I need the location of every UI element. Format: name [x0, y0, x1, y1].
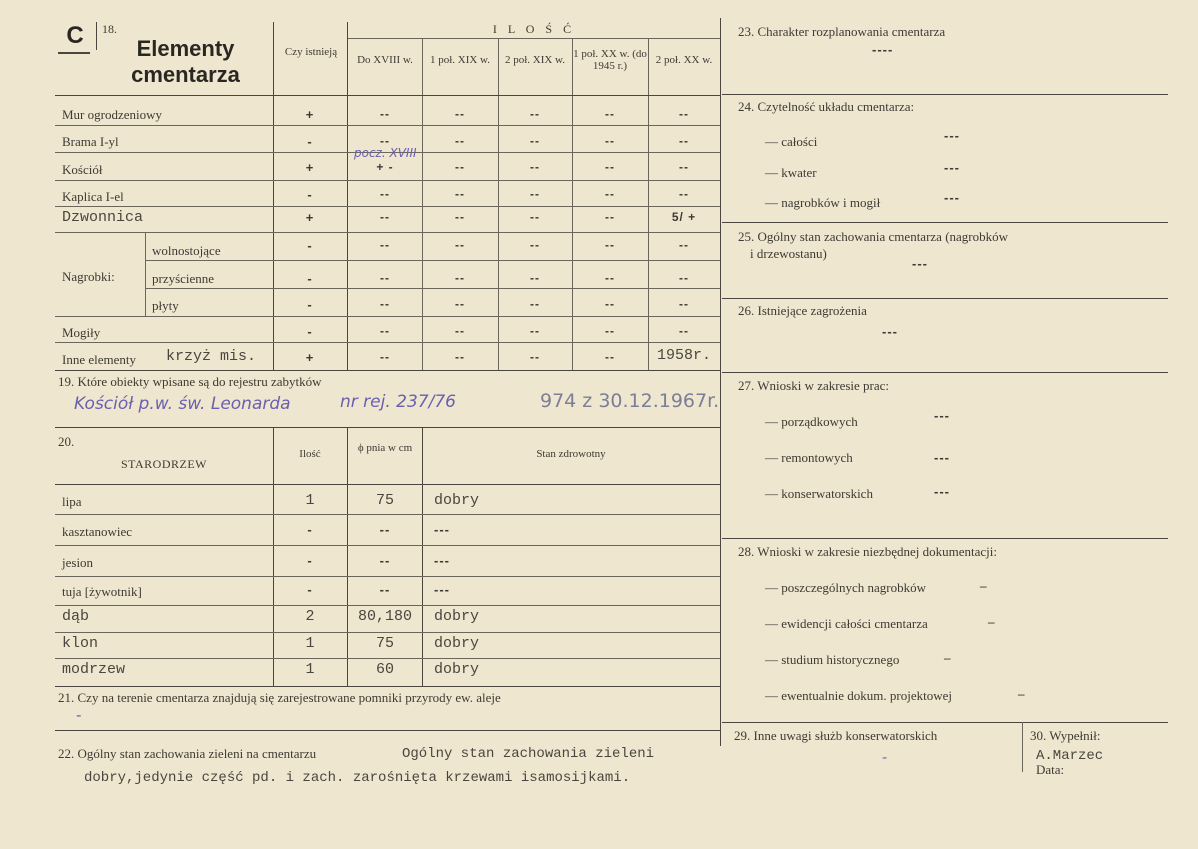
period-cell: -- [679, 324, 689, 338]
tree-name: jesion [62, 555, 94, 570]
exists-cell: - [307, 271, 313, 286]
section-23-value: ---- [872, 42, 894, 57]
period-cell: -- [455, 160, 465, 174]
tree-name: tuja [żywotnik] [62, 584, 142, 599]
section-28-item-2: — ewidencji całości cmentarza [765, 616, 928, 631]
period-cell: -- [530, 350, 540, 364]
section-27-label: 27. Wnioski w zakresie prac: [738, 378, 890, 393]
tree-health: dobry [434, 608, 480, 625]
tree-health: dobry [434, 492, 480, 509]
period-cell: -- [605, 297, 615, 311]
tree-diameter: 75 [375, 492, 394, 509]
section-24-item-1: — całości [765, 134, 818, 149]
section-21-label: 21. Czy na terenie cmentarza znajdują się zarejestrowane pomniki przyrody ew. aleje [58, 690, 501, 705]
period-header-5: 2 poł. XX w. [655, 54, 713, 66]
tree-diameter: -- [379, 582, 391, 597]
section-23-label: 23. Charakter rozplanowania cmentarza [738, 24, 946, 39]
section-25-label-line2: i drzewostanu) [750, 246, 827, 261]
section-27-value-2: --- [934, 450, 950, 465]
period-cell: -- [679, 160, 689, 174]
section-25-value: --- [912, 256, 928, 271]
tree-diameter: 75 [375, 635, 394, 652]
nagrobki-label: Nagrobki: [62, 269, 115, 284]
row-label-chapel: Kaplica I-el [62, 189, 124, 204]
period-cell: -- [605, 210, 615, 224]
period-cell: -- [380, 297, 390, 311]
period-cell: -- [530, 160, 540, 174]
section-21-value: - [76, 706, 82, 724]
exists-cell: - [307, 324, 313, 339]
period-cell: -- [380, 210, 390, 224]
section-30-date-label: Data: [1036, 762, 1065, 777]
section-29-value: - [882, 750, 888, 766]
period-cell: -- [455, 297, 465, 311]
exists-cell: - [307, 238, 313, 253]
period-cell: -- [530, 210, 540, 224]
tree-qty: 2 [305, 608, 315, 625]
exists-cell: + [305, 350, 315, 365]
period-cell: -- [455, 324, 465, 338]
section-27-item-2: — remontowych [765, 450, 853, 465]
section-20-number: 20. [58, 434, 75, 449]
section-28-item-1: — poszczególnych nagrobków [765, 580, 927, 595]
period-cell: -- [605, 324, 615, 338]
period-cell: -- [605, 160, 615, 174]
church-date-note: pocz. XVIII [354, 146, 417, 160]
section-26-value: --- [882, 324, 898, 339]
row-label-wall-mounted: przyścienne [152, 271, 215, 286]
exists-cell: - [307, 134, 313, 149]
period-cell: -- [380, 134, 390, 148]
period-cell: -- [530, 297, 540, 311]
section-27-item-1: — porządkowych [765, 414, 858, 429]
section-28-label: 28. Wnioski w zakresie niezbędnej dokumentacji: [738, 544, 997, 559]
period-cell: -- [455, 107, 465, 121]
period-cell: -- [530, 187, 540, 201]
tree-qty: 1 [305, 661, 315, 678]
section-22-text-line1: Ogólny stan zachowania zieleni [402, 746, 655, 762]
period-cell: -- [380, 324, 390, 338]
period-header-1: Do XVIII w. [357, 54, 413, 66]
exists-header: Czy istnieją [284, 46, 338, 58]
section-28-value-4: – [1018, 686, 1025, 701]
period-cell: -- [679, 134, 689, 148]
period-cell: -- [455, 350, 465, 364]
tree-health: --- [434, 522, 450, 537]
period-cell: -- [679, 238, 689, 252]
section-29-label: 29. Inne uwagi służb konserwatorskich [734, 728, 938, 743]
row-label-belfry: Dzwonnica [62, 209, 144, 226]
period-cell: -- [455, 187, 465, 201]
period-cell: -- [679, 187, 689, 201]
section-20-title: STARODRZEW [120, 457, 208, 471]
tree-qty: - [307, 553, 313, 568]
period-cell: -- [530, 238, 540, 252]
row-label-slabs: płyty [152, 298, 179, 313]
period-cell: -- [679, 297, 689, 311]
exists-cell: + [305, 160, 315, 175]
section-22-label: 22. Ogólny stan zachowania zieleni na cmentarzu [58, 746, 317, 761]
period-cell: -- [605, 134, 615, 148]
section-20-qty-header: Ilość [299, 448, 321, 460]
period-cell: -- [605, 107, 615, 121]
period-cell: -- [679, 107, 689, 121]
section-27-value-3: --- [934, 484, 950, 499]
tree-health: --- [434, 553, 450, 568]
section-18-title-line1: Elementy [136, 36, 235, 61]
period-cell: 5/ + [671, 210, 697, 224]
section-18-title-line2: cmentarza [131, 62, 240, 87]
row-label-graves: Mogiły [62, 325, 101, 340]
period-cell: -- [530, 107, 540, 121]
section-18-number: 18. [102, 22, 117, 36]
section-20-health-header: Stan zdrowotny [536, 448, 606, 460]
section-28-item-3: — studium historycznego [765, 652, 900, 667]
section-letter: C [66, 22, 84, 49]
row-label-gate: Brama I-yl [62, 134, 119, 149]
section-19-entry-date: 974 z 30.12.1967r. [540, 390, 720, 412]
tree-name: kasztanowiec [62, 524, 133, 539]
tree-diameter: -- [379, 522, 391, 537]
period-cell: -- [455, 271, 465, 285]
section-27-value-1: --- [934, 408, 950, 423]
period-cell: -- [380, 107, 390, 121]
exists-cell: - [307, 187, 313, 202]
tree-qty: 1 [305, 492, 315, 509]
tree-name: modrzew [62, 661, 126, 678]
tree-name: dąb [62, 608, 90, 625]
tree-name: lipa [62, 494, 82, 509]
tree-qty: - [307, 582, 313, 597]
section-24-value-2: --- [944, 160, 960, 175]
row-label-wall: Mur ogrodzeniowy [62, 107, 163, 122]
tree-qty: 1 [305, 635, 315, 652]
section-19-label: 19. Które obiekty wpisane są do rejestru zabytków [58, 374, 322, 389]
period-cell: -- [380, 187, 390, 201]
section-27-item-3: — konserwatorskich [765, 486, 873, 501]
period-cell: -- [455, 134, 465, 148]
period-header-3: 2 poł. XIX w. [504, 54, 566, 66]
period-cell: -- [605, 238, 615, 252]
tree-health: dobry [434, 635, 480, 652]
section-24-value-1: --- [944, 128, 960, 143]
row-label-other: Inne elementy [62, 352, 136, 367]
period-cell: -- [679, 271, 689, 285]
section-24-label: 24. Czytelność układu cmentarza: [738, 99, 915, 114]
section-28-value-1: – [980, 578, 987, 593]
period-cell: -- [455, 238, 465, 252]
section-19-entry-register: nr rej. 237/76 [340, 392, 456, 412]
exists-cell: + [305, 107, 315, 122]
period-cell: -- [605, 350, 615, 364]
period-cell: -- [380, 238, 390, 252]
period-cell: -- [455, 210, 465, 224]
exists-cell: + [305, 210, 315, 225]
row-other-typed: krzyż mis. [166, 348, 257, 365]
section-28-item-4: — ewentualnie dokum. projektowej [765, 688, 953, 703]
tree-qty: - [307, 522, 313, 537]
section-19-entry-church: Kościół p.w. św. Leonarda [74, 394, 291, 414]
row-label-church: Kościół [62, 162, 103, 177]
tree-health: --- [434, 582, 450, 597]
tree-name: klon [62, 635, 99, 652]
period-header-4: 1 poł. XX w. (do 1945 r.) [573, 48, 647, 72]
tree-diameter: 80,180 [357, 608, 412, 625]
exists-cell: - [307, 297, 313, 312]
tree-diameter: -- [379, 553, 391, 568]
period-cell: -- [530, 134, 540, 148]
section-20-diameter-header: ϕ pnia w cm [357, 442, 413, 454]
section-30-label: 30. Wypełnił: [1030, 728, 1101, 743]
period-cell: + - [376, 160, 394, 174]
tree-health: dobry [434, 661, 480, 678]
section-24-item-2: — kwater [765, 165, 817, 180]
period-header-2: 1 poł. XIX w. [429, 54, 491, 66]
section-25-label-line1: 25. Ogólny stan zachowania cmentarza (nagrobków [738, 229, 1009, 244]
section-22-text-line2: dobry,jedynie część pd. i zach. zarośnięta krzewami isamosijkami. [84, 770, 631, 786]
section-30-name: A.Marzec [1036, 748, 1104, 764]
period-cell: -- [605, 271, 615, 285]
period-cell: -- [530, 324, 540, 338]
quantity-header: I L O Ś Ć [492, 22, 576, 36]
period-cell: -- [530, 271, 540, 285]
section-24-value-3: --- [944, 190, 960, 205]
section-28-value-2: – [988, 614, 995, 629]
section-26-label: 26. Istniejące zagrożenia [738, 303, 867, 318]
period-cell: 1958r. [656, 347, 711, 364]
row-label-freestanding: wolnostojące [152, 243, 221, 258]
period-cell: -- [605, 187, 615, 201]
section-24-item-3: — nagrobków i mogił [765, 195, 881, 210]
period-cell: -- [380, 271, 390, 285]
section-28-value-3: – [944, 650, 951, 665]
tree-diameter: 60 [375, 661, 394, 678]
period-cell: -- [380, 350, 390, 364]
